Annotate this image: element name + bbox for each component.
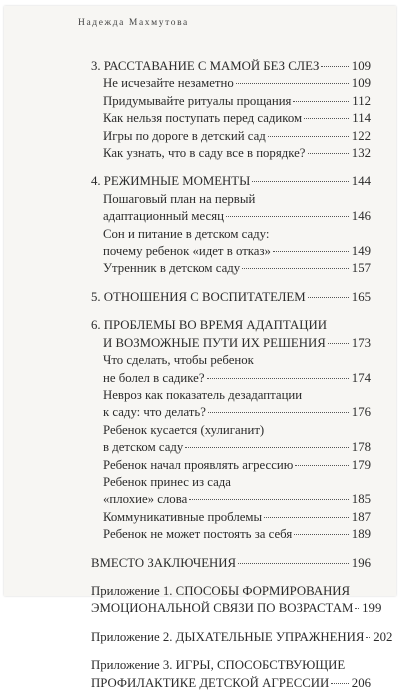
toc-entry-title-line1[interactable]: Невроз как показатель дезадаптации [103, 387, 303, 402]
dot-leader [355, 608, 359, 609]
spacer [91, 162, 371, 173]
dot-leader [207, 378, 350, 379]
toc-page-number: 132 [351, 146, 371, 161]
dot-leader [304, 118, 349, 119]
toc-page-number: 157 [351, 261, 371, 276]
toc-entry[interactable] [91, 110, 371, 127]
toc-appendix-2[interactable] [91, 629, 393, 646]
toc-entry-title: Придумывайте ритуалы прощания [103, 93, 292, 108]
toc-entry-title-line1[interactable]: Что сделать, чтобы ребенок [103, 353, 254, 368]
toc-entry[interactable] [91, 509, 371, 526]
toc-entry[interactable] [91, 439, 371, 456]
toc-entry[interactable] [91, 526, 371, 543]
toc-appendix-1-line1[interactable]: Приложение 1. СПОСОБЫ ФОРМИРОВАНИЯ [91, 583, 351, 598]
toc-page-number: 146 [351, 209, 371, 224]
toc-section-6[interactable] [91, 335, 371, 352]
dot-leader [189, 499, 349, 500]
toc-page-number: 122 [351, 128, 371, 143]
toc-page-number: 149 [351, 244, 371, 259]
toc-entry-title: Приложение 2. ДЫХАТЕЛЬНЫЕ УПРАЖНЕНИЯ [91, 629, 365, 644]
dot-leader [308, 153, 350, 154]
toc-page-number: 176 [351, 405, 371, 420]
running-header: Надежда Махмутова [78, 18, 189, 28]
spacer [91, 572, 371, 583]
toc-entry[interactable] [91, 145, 371, 162]
toc-page-number: 109 [351, 76, 371, 91]
dot-leader [208, 412, 349, 413]
toc-page-number: 109 [351, 59, 371, 73]
toc-entry[interactable] [91, 260, 371, 277]
toc-entry-title-line2: в детском саду [103, 440, 184, 455]
toc-page-number: 173 [351, 335, 371, 350]
toc-page-number: 178 [351, 440, 371, 455]
toc-page-number: 206 [351, 675, 371, 690]
toc-entry-title: 5. ОТНОШЕНИЯ С ВОСПИТАТЕЛЕМ [91, 289, 306, 304]
dot-leader [295, 465, 349, 466]
toc-entry[interactable] [91, 75, 371, 92]
dot-leader [236, 83, 349, 84]
dot-leader [264, 517, 349, 518]
toc-page-number: 187 [351, 509, 371, 524]
toc-entry[interactable] [91, 208, 371, 225]
toc-entry-title-line2: адаптационный месяц [103, 209, 224, 224]
dot-leader [273, 251, 349, 252]
toc-section-5[interactable] [91, 289, 371, 306]
toc-entry-title: Как узнать, что в саду все в порядке? [103, 146, 306, 161]
toc-page-number: 202 [373, 629, 393, 644]
toc-page-number: 196 [351, 555, 371, 570]
toc-page-number: 165 [351, 289, 371, 304]
spacer [91, 306, 371, 317]
toc-entry-title: Ребенок начал проявлять агрессию [103, 457, 294, 472]
dot-leader [328, 343, 349, 344]
spacer [91, 646, 371, 657]
dot-leader [252, 181, 349, 182]
dot-leader [321, 66, 349, 67]
toc-entry-title: ВМЕСТО ЗАКЛЮЧЕНИЯ [91, 555, 237, 570]
toc-page-number: 114 [352, 111, 371, 126]
toc-entry-title-line2: «плохие» слова [103, 492, 188, 507]
toc-page-number: 179 [351, 457, 371, 472]
dot-leader [331, 683, 349, 684]
book-page [4, 6, 396, 690]
toc-entry-title: Не исчезайте незаметно [103, 76, 234, 91]
dot-leader [226, 216, 349, 217]
toc-entry-title-line1[interactable]: Ребенок кусается (хулиганит) [103, 422, 265, 437]
spacer [91, 544, 371, 555]
toc-entry-title: Коммуникативные проблемы [103, 509, 263, 524]
toc-entry-title: Утренник в детском саду [103, 261, 241, 276]
toc-entry-title-line2: не болел в садике? [103, 370, 205, 385]
toc-entry-title: 4. РЕЖИМНЫЕ МОМЕНТЫ [91, 174, 251, 189]
dot-leader [308, 297, 349, 298]
toc-entry-title-line2: почему ребенок «идет в отказ» [103, 244, 271, 259]
dot-leader [293, 101, 349, 102]
toc-entry[interactable] [91, 370, 371, 387]
toc-section-4[interactable] [91, 173, 371, 190]
dot-leader [238, 563, 349, 564]
toc-page-number: 189 [351, 527, 371, 542]
dot-leader [268, 136, 349, 137]
toc-entry[interactable] [91, 457, 371, 474]
toc-entry-title-line2: ПРОФИЛАКТИКЕ ДЕТСКОЙ АГРЕССИИ [91, 675, 330, 690]
toc-entry[interactable] [91, 491, 371, 508]
toc-section-6-line1[interactable]: 6. ПРОБЛЕМЫ ВО ВРЕМЯ АДАПТАЦИИ [91, 318, 327, 333]
toc-page-number: 144 [351, 174, 371, 189]
toc-entry-title: Игры по дороге в детский сад [103, 128, 266, 143]
toc-entry-title: Ребенок не может постоять за себя [103, 527, 293, 542]
toc-entry[interactable] [91, 128, 371, 145]
toc-entry-title-line2: к саду: что делать? [103, 405, 206, 420]
toc-entry-title-line1[interactable]: Ребенок принес из сада [103, 474, 231, 489]
toc-entry-title-line1[interactable]: Сон и питание в детском саду: [103, 226, 270, 241]
toc-appendix-1[interactable] [91, 600, 382, 617]
spacer [91, 618, 371, 629]
spacer [91, 278, 371, 289]
toc-entry-title: 3. РАССТАВАНИЕ С МАМОЙ БЕЗ СЛЕЗ [91, 59, 320, 73]
toc-page-number: 174 [351, 370, 371, 385]
toc-entry[interactable] [91, 243, 371, 260]
dot-leader [185, 447, 349, 448]
dot-leader [242, 268, 349, 269]
toc-appendix-3-line1[interactable]: Приложение 3. ИГРЫ, СПОСОБСТВУЮЩИЕ [91, 658, 346, 673]
toc-page-number: 185 [351, 492, 371, 507]
dot-leader [366, 637, 370, 638]
toc-entry-title-line2: И ВОЗМОЖНЫЕ ПУТИ ИХ РЕШЕНИЯ [103, 335, 326, 350]
toc-entry-title-line2: ЭМОЦИОНАЛЬНОЙ СВЯЗИ ПО ВОЗРАСТАМ [91, 601, 354, 616]
toc-conclusion[interactable] [91, 555, 371, 572]
toc-entry-title: Как нельзя поступать перед садиком [103, 111, 303, 126]
toc-entry[interactable] [91, 404, 371, 421]
toc-section-3[interactable] [91, 58, 371, 75]
toc-entry-title-line1[interactable]: Пошаговый план на первый [103, 191, 256, 206]
toc-appendix-3[interactable] [91, 675, 371, 692]
toc-page-number: 199 [362, 601, 382, 616]
table-of-contents [91, 58, 393, 692]
toc-entry[interactable] [91, 93, 371, 110]
dot-leader [294, 534, 349, 535]
toc-page-number: 112 [352, 93, 371, 108]
